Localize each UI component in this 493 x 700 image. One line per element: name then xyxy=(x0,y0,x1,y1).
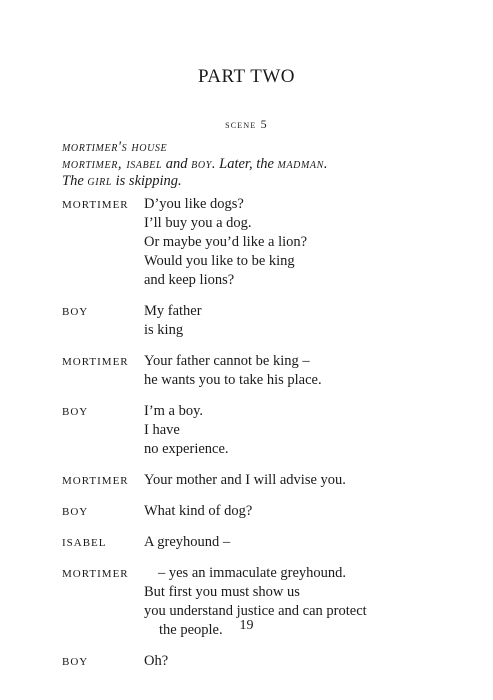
speaker-name: ISABEL xyxy=(62,537,107,549)
speech-line: D’you like dogs? xyxy=(144,196,244,212)
part-title: PART TWO xyxy=(197,66,295,87)
character-name: girl xyxy=(87,173,112,189)
speech-line: is king xyxy=(144,322,184,338)
direction-text: The xyxy=(62,173,88,189)
speech-line: Your mother and I will advise you. xyxy=(144,472,346,488)
speech-lines xyxy=(144,533,230,552)
character-names: mortimer, isabel xyxy=(62,156,163,172)
speech-line: Your father cannot be king – xyxy=(144,353,310,369)
characters-direction xyxy=(62,156,328,173)
speech-line: But first you must show us xyxy=(144,584,300,600)
speaker-name: MORTIMER xyxy=(62,568,129,580)
speech-line: no experience. xyxy=(144,441,229,457)
action-direction xyxy=(62,173,328,190)
speaker-name: BOY xyxy=(62,406,89,418)
speaker-name: MORTIMER xyxy=(62,475,129,487)
speech xyxy=(62,302,462,340)
direction-text: and xyxy=(162,156,192,172)
speech-line: I’ll buy you a dog. xyxy=(144,215,252,231)
speech-lines xyxy=(144,652,168,671)
stage-directions xyxy=(62,139,328,190)
character-name: madman xyxy=(277,156,324,172)
dialogue xyxy=(62,195,462,683)
speech xyxy=(62,471,462,490)
speech xyxy=(62,502,462,521)
speech-line: My father xyxy=(144,303,202,319)
speaker-name: MORTIMER xyxy=(62,356,129,368)
speech-lines xyxy=(144,352,322,390)
speech xyxy=(62,402,462,459)
speech-lines xyxy=(144,302,202,340)
speech-line: Or maybe you’d like a lion? xyxy=(144,234,308,250)
speech-line: A greyhound – xyxy=(144,534,231,550)
speech-lines xyxy=(144,471,346,490)
speech-lines xyxy=(144,402,229,459)
speech-line: Oh? xyxy=(144,653,169,669)
scene-title: scene 5 xyxy=(225,117,268,131)
speech-lines xyxy=(144,195,307,290)
speech xyxy=(62,195,462,290)
speech-line: What kind of dog? xyxy=(144,503,253,519)
speech-line: and keep lions? xyxy=(144,272,235,288)
speech-line: he wants you to take his place. xyxy=(144,372,322,388)
speech-line: the people. xyxy=(159,622,223,638)
location-direction: mortimer's house xyxy=(62,139,168,155)
speech xyxy=(62,652,462,671)
speaker-name: BOY xyxy=(62,506,89,518)
speech-line: I’m a boy. xyxy=(144,403,204,419)
speaker-name: BOY xyxy=(62,656,89,668)
speech xyxy=(62,533,462,552)
direction-text: is skipping. xyxy=(112,173,182,189)
speaker-name: BOY xyxy=(62,306,89,318)
speech-line: you understand justice and can protect xyxy=(144,603,367,619)
direction-text: . xyxy=(323,156,328,172)
speech xyxy=(62,352,462,390)
direction-text: . Later, the xyxy=(211,156,278,172)
speech-line: Would you like to be king xyxy=(144,253,295,269)
speaker-name: MORTIMER xyxy=(62,199,129,211)
character-name: boy xyxy=(191,156,212,172)
speech-line: I have xyxy=(144,422,180,438)
speech-lines xyxy=(144,502,252,521)
speech-line: – yes an immaculate greyhound. xyxy=(158,565,347,581)
page-number: 19 xyxy=(239,618,254,633)
